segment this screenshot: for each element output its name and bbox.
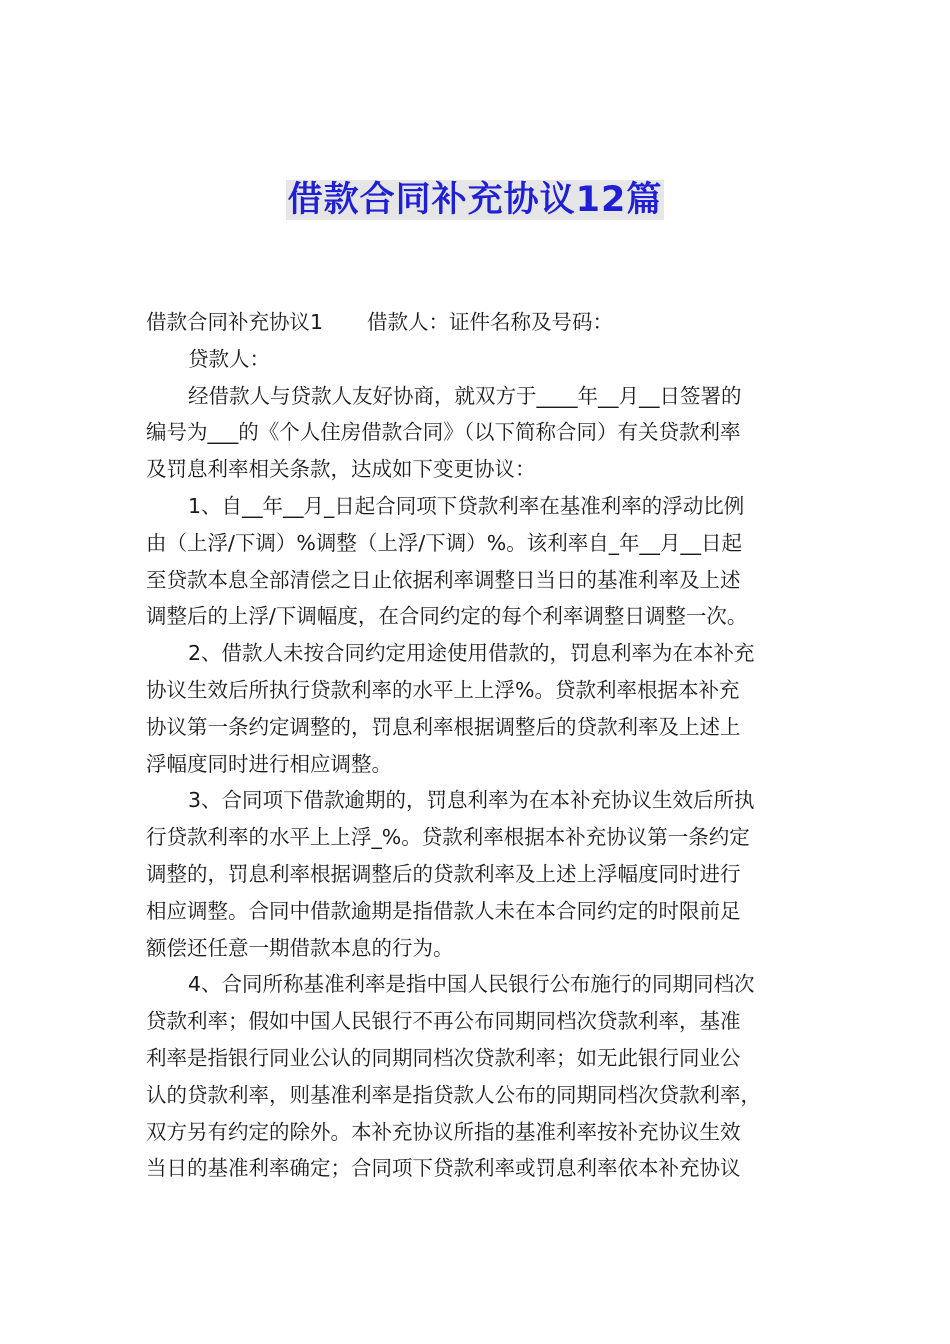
text-line: 额偿还任意一期借款本息的行为。 [146,935,454,960]
paragraph-intro-line: 经借款人与贷款人友好协商，就双方于____年__月__日签署的 [188,383,742,408]
clause-3-line: 3、合同项下借款逾期的，罚息利率为在本补充协议生效后所执 [188,788,755,813]
document-body [146,304,808,1187]
document-title [0,176,950,224]
text-line: 利率是指银行同业公认的同期同档次贷款利率；如无此银行同业公 [146,1045,741,1070]
text-line: 由（上浮/下调）%调整（上浮/下调）%。该利率自_年__月__日起 [146,530,743,555]
text-line: 浮幅度同时进行相应调整。 [146,751,392,776]
text-line: 及罚息利率相关条款，达成如下变更协议： [146,457,536,482]
clause-1-line: 1、自__年__月_日起合同项下贷款利率在基准利率的浮动比例 [188,493,745,518]
borrower-id-label: 借款人：证件名称及号码： [367,310,614,334]
text-line: 行贷款利率的水平上上浮_%。贷款利率根据本补充协议第一条约定 [146,825,750,850]
document-title-text: 借款合同补充协议12篇 [287,180,663,220]
text-line: 调整后的上浮/下调幅度，在合同约定的每个利率调整日调整一次。 [146,604,748,629]
text-line: 贷款人： [188,346,270,371]
clause-2-line: 2、借款人未按合同约定用途使用借款的，罚息利率为在本补充 [188,641,755,666]
text-line: 至贷款本息全部清偿之日止依据利率调整日当日的基准利率及上述 [146,567,741,592]
text-line: 协议生效后所执行贷款利率的水平上上浮%。贷款利率根据本补充 [146,677,740,702]
text-line: 调整的，罚息利率根据调整后的贷款利率及上述上浮幅度同时进行 [146,861,741,886]
text-line: 编号为___的《个人住房借款合同》（以下简称合同）有关贷款利率 [146,420,741,445]
clause-4-line: 4、合同所称基准利率是指中国人民银行公布施行的同期同档次 [188,972,755,997]
text-line: 协议第一条约定调整的，罚息利率根据调整后的贷款利率及上述上 [146,714,741,739]
section-heading: 借款合同补充协议1 [146,310,324,334]
heading-line [146,304,808,341]
text-line: 当日的基准利率确定；合同项下贷款利率或罚息利率依本补充协议 [146,1156,741,1181]
text-line: 双方另有约定的除外。本补充协议所指的基准利率按补充协议生效 [146,1119,741,1144]
text-line: 认的贷款利率，则基准利率是指贷款人公布的同期同档次贷款利率， [146,1082,761,1107]
text-line: 贷款利率；假如中国人民银行不再公布同期同档次贷款利率，基准 [146,1009,741,1034]
text-line: 相应调整。合同中借款逾期是指借款人未在本合同约定的时限前足 [146,898,741,923]
